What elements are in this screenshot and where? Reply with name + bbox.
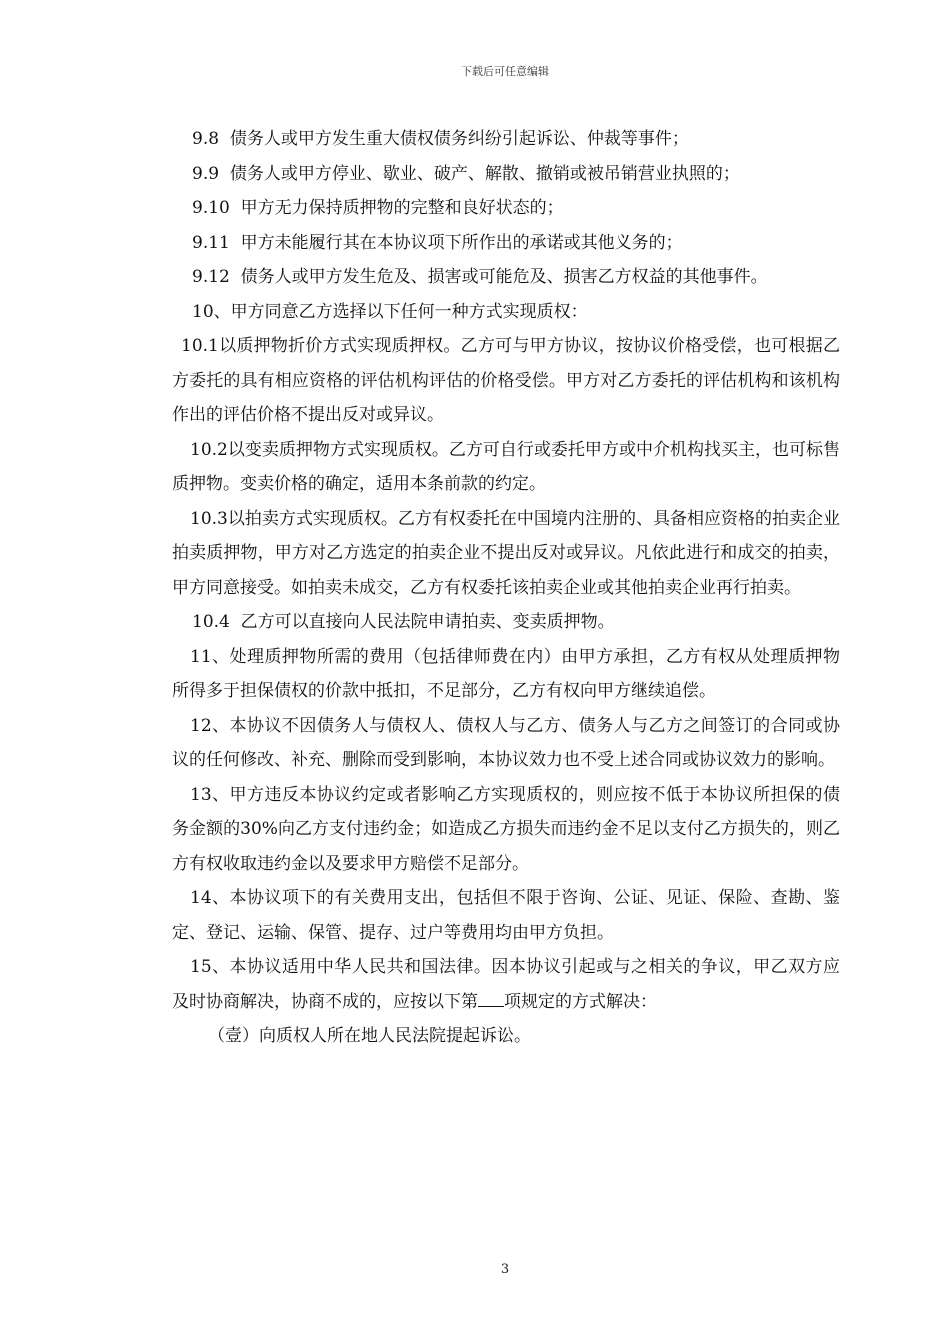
- clause-9-11: 9.11 甲方未能履行其在本协议项下所作出的承诺或其他义务的；: [192, 232, 683, 253]
- clause-9-9: 9.9 债务人或甲方停业、歇业、破产、解散、撤销或被吊销营业执照的；: [192, 163, 740, 184]
- clause-15: [172, 950, 840, 1019]
- clause-15-text: 15、本协议适用中华人民共和国法律。因本协议引起或与之相关的争议，甲乙双方应及时协商解决，协商不成的，应按以下第: [172, 957, 840, 1012]
- clause-10: 10、甲方同意乙方选择以下任何一种方式实现质权：: [192, 301, 588, 322]
- clause-12: 12、本协议不因债务人与债权人、债权人与乙方、债务人与乙方之间签订的合同或协议的任何修改、补充、删除而受到影响，本协议效力也不受上述合同或协议效力的影响。: [172, 715, 840, 770]
- clause-10-3: 10.3以拍卖方式实现质权。乙方有权委托在中国境内注册的、具备相应资格的拍卖企业拍卖质押物，甲方对乙方选定的拍卖企业不提出反对或异议。凡依此进行和成交的拍卖，甲方同意接受。如拍卖未成交，乙方有权委托该拍卖企业或其他拍卖企业再行拍卖。: [172, 508, 840, 598]
- dispute-option-one: （壹）向质权人所在地人民法院提起诉讼。: [208, 1026, 531, 1046]
- clause-10-2: 10.2以变卖质押物方式实现质权。乙方可自行或委托甲方或中介机构找买主，也可标售质押物。变卖价格的确定，适用本条前款的约定。: [172, 439, 840, 494]
- document-body: [172, 122, 840, 1054]
- clause-10-4: 10.4 乙方可以直接向人民法院申请拍卖、变卖质押物。: [192, 612, 615, 632]
- clause-13: 13、甲方违反本协议约定或者影响乙方实现质权的，则应按不低于本协议所担保的债务金额的30%向乙方支付违约金；如造成乙方损失而违约金不足以支付乙方损失的，则乙方有权收取违约金以及要求甲方赔偿不足部分。: [172, 784, 840, 874]
- clause-9-8: 9.8 债务人或甲方发生重大债权债务纠纷引起诉讼、仲裁等事件；: [192, 129, 689, 149]
- clause-10-1: 10.1以质押物折价方式实现质押权。乙方可与甲方协议，按协议价格受偿，也可根据乙方委托的具有相应资格的评估机构评估的价格受偿。甲方对乙方委托的评估机构和该机构作出的评估价格不提出反对或异议。: [172, 336, 840, 425]
- clause-11: 11、处理质押物所需的费用（包括律师费在内）由甲方承担，乙方有权从处理质押物所得多于担保债权的价款中抵扣，不足部分，乙方有权向甲方继续追偿。: [172, 646, 840, 701]
- clause-15-tail: 项规定的方式解决：: [504, 991, 657, 1012]
- choice-blank: [478, 990, 504, 1007]
- clause-14: 14、本协议项下的有关费用支出，包括但不限于咨询、公证、见证、保险、查勘、鉴定、登记、运输、保管、提存、过户等费用均由甲方负担。: [172, 888, 840, 943]
- page-header-note: 下载后可任意编辑: [461, 65, 549, 78]
- page-number: 3: [500, 1262, 510, 1277]
- clause-9-10: 9.10 甲方无力保持质押物的完整和良好状态的；: [192, 198, 564, 218]
- clause-9-12: 9.12 债务人或甲方发生危及、损害或可能危及、损害乙方权益的其他事件。: [192, 267, 768, 287]
